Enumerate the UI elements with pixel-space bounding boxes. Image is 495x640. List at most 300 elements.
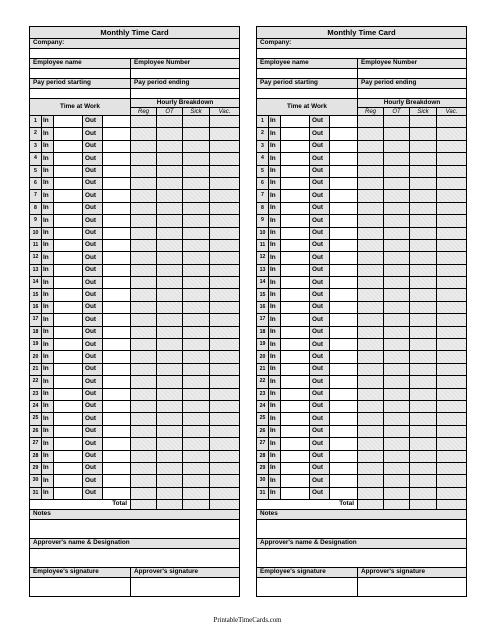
breakdown-cell[interactable] [210,450,240,462]
breakdown-cell[interactable] [410,140,437,152]
out-time-field[interactable] [330,388,358,400]
total-cell[interactable] [437,500,467,510]
breakdown-cell[interactable] [210,264,240,276]
out-time-field[interactable] [330,487,358,499]
out-time-field[interactable] [103,215,131,227]
breakdown-cell[interactable] [437,450,467,462]
breakdown-cell[interactable] [210,277,240,289]
breakdown-cell[interactable] [437,227,467,239]
breakdown-cell[interactable] [183,190,210,202]
in-time-field[interactable] [281,487,310,499]
out-time-field[interactable] [330,202,358,214]
breakdown-cell[interactable] [183,289,210,301]
out-time-field[interactable] [330,190,358,202]
breakdown-cell[interactable] [210,301,240,313]
breakdown-cell[interactable] [131,376,157,388]
breakdown-cell[interactable] [437,462,467,474]
in-time-field[interactable] [281,400,310,412]
in-time-field[interactable] [281,252,310,264]
breakdown-cell[interactable] [131,475,157,487]
breakdown-cell[interactable] [384,425,410,437]
breakdown-cell[interactable] [131,289,157,301]
breakdown-cell[interactable] [210,140,240,152]
breakdown-cell[interactable] [358,388,384,400]
breakdown-cell[interactable] [410,177,437,189]
out-time-field[interactable] [103,227,131,239]
out-time-field[interactable] [330,351,358,363]
breakdown-cell[interactable] [384,215,410,227]
breakdown-cell[interactable] [210,326,240,338]
out-time-field[interactable] [330,277,358,289]
in-time-field[interactable] [281,277,310,289]
breakdown-cell[interactable] [437,252,467,264]
breakdown-cell[interactable] [437,165,467,177]
in-time-field[interactable] [54,289,83,301]
in-time-field[interactable] [281,388,310,400]
breakdown-cell[interactable] [384,388,410,400]
breakdown-cell[interactable] [410,264,437,276]
breakdown-cell[interactable] [131,438,157,450]
breakdown-cell[interactable] [157,227,183,239]
breakdown-cell[interactable] [384,413,410,425]
breakdown-cell[interactable] [384,165,410,177]
out-time-field[interactable] [103,425,131,437]
in-time-field[interactable] [54,413,83,425]
out-time-field[interactable] [103,264,131,276]
breakdown-cell[interactable] [157,425,183,437]
breakdown-cell[interactable] [437,264,467,276]
out-time-field[interactable] [330,153,358,165]
breakdown-cell[interactable] [358,215,384,227]
out-time-field[interactable] [103,140,131,152]
breakdown-cell[interactable] [131,165,157,177]
breakdown-cell[interactable] [410,215,437,227]
breakdown-cell[interactable] [183,116,210,128]
pay-period-end-field[interactable] [131,89,240,99]
breakdown-cell[interactable] [358,289,384,301]
out-time-field[interactable] [330,252,358,264]
breakdown-cell[interactable] [410,227,437,239]
breakdown-cell[interactable] [131,487,157,499]
out-time-field[interactable] [103,177,131,189]
out-time-field[interactable] [103,438,131,450]
out-time-field[interactable] [330,363,358,375]
breakdown-cell[interactable] [183,301,210,313]
breakdown-cell[interactable] [437,339,467,351]
breakdown-cell[interactable] [157,388,183,400]
out-time-field[interactable] [103,363,131,375]
in-time-field[interactable] [281,289,310,301]
in-time-field[interactable] [281,215,310,227]
breakdown-cell[interactable] [437,376,467,388]
breakdown-cell[interactable] [358,202,384,214]
out-time-field[interactable] [330,128,358,140]
in-time-field[interactable] [54,153,83,165]
breakdown-cell[interactable] [131,363,157,375]
breakdown-cell[interactable] [437,277,467,289]
breakdown-cell[interactable] [384,153,410,165]
breakdown-cell[interactable] [157,165,183,177]
breakdown-cell[interactable] [131,462,157,474]
out-time-field[interactable] [330,326,358,338]
out-time-field[interactable] [103,450,131,462]
breakdown-cell[interactable] [358,487,384,499]
breakdown-cell[interactable] [131,326,157,338]
breakdown-cell[interactable] [131,264,157,276]
out-time-field[interactable] [330,450,358,462]
total-cell[interactable] [210,500,240,510]
breakdown-cell[interactable] [358,425,384,437]
breakdown-cell[interactable] [437,239,467,251]
breakdown-cell[interactable] [210,339,240,351]
breakdown-cell[interactable] [157,128,183,140]
pay-period-start-field[interactable] [257,89,358,99]
out-time-field[interactable] [103,314,131,326]
breakdown-cell[interactable] [183,413,210,425]
breakdown-cell[interactable] [410,153,437,165]
in-time-field[interactable] [281,438,310,450]
out-time-field[interactable] [103,239,131,251]
breakdown-cell[interactable] [410,388,437,400]
out-time-field[interactable] [330,438,358,450]
breakdown-cell[interactable] [358,264,384,276]
in-time-field[interactable] [54,239,83,251]
in-time-field[interactable] [281,326,310,338]
breakdown-cell[interactable] [131,301,157,313]
breakdown-cell[interactable] [437,301,467,313]
breakdown-cell[interactable] [410,351,437,363]
breakdown-cell[interactable] [210,388,240,400]
in-time-field[interactable] [281,116,310,128]
breakdown-cell[interactable] [131,450,157,462]
breakdown-cell[interactable] [410,252,437,264]
breakdown-cell[interactable] [183,487,210,499]
total-cell[interactable] [157,500,183,510]
breakdown-cell[interactable] [183,376,210,388]
out-time-field[interactable] [330,264,358,276]
breakdown-cell[interactable] [183,438,210,450]
in-time-field[interactable] [281,351,310,363]
breakdown-cell[interactable] [384,239,410,251]
breakdown-cell[interactable] [358,252,384,264]
breakdown-cell[interactable] [410,116,437,128]
in-time-field[interactable] [281,339,310,351]
breakdown-cell[interactable] [437,326,467,338]
breakdown-cell[interactable] [157,202,183,214]
breakdown-cell[interactable] [131,339,157,351]
breakdown-cell[interactable] [358,376,384,388]
breakdown-cell[interactable] [384,376,410,388]
breakdown-cell[interactable] [384,314,410,326]
breakdown-cell[interactable] [131,190,157,202]
out-time-field[interactable] [103,252,131,264]
out-time-field[interactable] [103,202,131,214]
breakdown-cell[interactable] [384,438,410,450]
breakdown-cell[interactable] [437,351,467,363]
breakdown-cell[interactable] [358,438,384,450]
breakdown-cell[interactable] [437,140,467,152]
breakdown-cell[interactable] [437,190,467,202]
breakdown-cell[interactable] [384,177,410,189]
breakdown-cell[interactable] [210,153,240,165]
breakdown-cell[interactable] [183,450,210,462]
breakdown-cell[interactable] [410,301,437,313]
breakdown-cell[interactable] [131,252,157,264]
out-time-field[interactable] [103,277,131,289]
in-time-field[interactable] [281,239,310,251]
breakdown-cell[interactable] [410,438,437,450]
breakdown-cell[interactable] [183,128,210,140]
breakdown-cell[interactable] [410,339,437,351]
in-time-field[interactable] [54,252,83,264]
out-time-field[interactable] [330,140,358,152]
breakdown-cell[interactable] [210,413,240,425]
in-time-field[interactable] [54,301,83,313]
in-time-field[interactable] [54,190,83,202]
breakdown-cell[interactable] [410,277,437,289]
breakdown-cell[interactable] [157,450,183,462]
in-time-field[interactable] [54,487,83,499]
breakdown-cell[interactable] [437,475,467,487]
in-time-field[interactable] [54,165,83,177]
out-time-field[interactable] [330,413,358,425]
in-time-field[interactable] [54,438,83,450]
out-time-field[interactable] [330,289,358,301]
in-time-field[interactable] [54,140,83,152]
breakdown-cell[interactable] [183,215,210,227]
out-time-field[interactable] [330,400,358,412]
out-time-field[interactable] [103,116,131,128]
breakdown-cell[interactable] [131,239,157,251]
breakdown-cell[interactable] [183,202,210,214]
breakdown-cell[interactable] [210,227,240,239]
breakdown-cell[interactable] [210,116,240,128]
breakdown-cell[interactable] [210,239,240,251]
breakdown-cell[interactable] [437,363,467,375]
out-time-field[interactable] [103,128,131,140]
breakdown-cell[interactable] [384,450,410,462]
breakdown-cell[interactable] [410,376,437,388]
breakdown-cell[interactable] [210,177,240,189]
out-time-field[interactable] [103,301,131,313]
breakdown-cell[interactable] [157,301,183,313]
breakdown-cell[interactable] [131,140,157,152]
in-time-field[interactable] [54,128,83,140]
breakdown-cell[interactable] [358,239,384,251]
breakdown-cell[interactable] [157,277,183,289]
breakdown-cell[interactable] [183,165,210,177]
total-cell[interactable] [183,500,210,510]
employee-signature-field[interactable] [257,578,358,597]
breakdown-cell[interactable] [210,363,240,375]
breakdown-cell[interactable] [157,140,183,152]
breakdown-cell[interactable] [384,339,410,351]
in-time-field[interactable] [54,314,83,326]
in-time-field[interactable] [54,116,83,128]
breakdown-cell[interactable] [358,277,384,289]
breakdown-cell[interactable] [384,190,410,202]
out-time-field[interactable] [103,289,131,301]
breakdown-cell[interactable] [157,153,183,165]
breakdown-cell[interactable] [358,363,384,375]
breakdown-cell[interactable] [210,314,240,326]
breakdown-cell[interactable] [210,190,240,202]
breakdown-cell[interactable] [437,425,467,437]
breakdown-cell[interactable] [358,475,384,487]
breakdown-cell[interactable] [410,165,437,177]
breakdown-cell[interactable] [410,289,437,301]
breakdown-cell[interactable] [437,116,467,128]
company-field[interactable] [30,49,240,59]
breakdown-cell[interactable] [358,128,384,140]
out-time-field[interactable] [103,165,131,177]
breakdown-cell[interactable] [410,475,437,487]
in-time-field[interactable] [281,363,310,375]
out-time-field[interactable] [103,351,131,363]
in-time-field[interactable] [281,314,310,326]
breakdown-cell[interactable] [157,376,183,388]
breakdown-cell[interactable] [384,264,410,276]
breakdown-cell[interactable] [157,177,183,189]
breakdown-cell[interactable] [437,177,467,189]
breakdown-cell[interactable] [384,301,410,313]
breakdown-cell[interactable] [210,376,240,388]
breakdown-cell[interactable] [210,215,240,227]
company-field[interactable] [257,49,467,59]
breakdown-cell[interactable] [157,475,183,487]
breakdown-cell[interactable] [183,326,210,338]
in-time-field[interactable] [281,165,310,177]
breakdown-cell[interactable] [437,413,467,425]
out-time-field[interactable] [330,215,358,227]
in-time-field[interactable] [281,177,310,189]
breakdown-cell[interactable] [437,388,467,400]
in-time-field[interactable] [54,475,83,487]
breakdown-cell[interactable] [384,128,410,140]
pay-period-end-field[interactable] [358,89,467,99]
breakdown-cell[interactable] [410,400,437,412]
breakdown-cell[interactable] [437,314,467,326]
breakdown-cell[interactable] [131,128,157,140]
in-time-field[interactable] [54,425,83,437]
breakdown-cell[interactable] [131,116,157,128]
breakdown-cell[interactable] [210,165,240,177]
breakdown-cell[interactable] [131,202,157,214]
breakdown-cell[interactable] [384,326,410,338]
breakdown-cell[interactable] [183,153,210,165]
breakdown-cell[interactable] [410,462,437,474]
in-time-field[interactable] [54,177,83,189]
breakdown-cell[interactable] [358,400,384,412]
employee-number-field[interactable] [131,69,240,79]
breakdown-cell[interactable] [384,252,410,264]
in-time-field[interactable] [281,425,310,437]
breakdown-cell[interactable] [358,165,384,177]
breakdown-cell[interactable] [183,252,210,264]
in-time-field[interactable] [54,202,83,214]
breakdown-cell[interactable] [131,153,157,165]
in-time-field[interactable] [281,227,310,239]
breakdown-cell[interactable] [183,314,210,326]
breakdown-cell[interactable] [358,339,384,351]
breakdown-cell[interactable] [157,215,183,227]
out-time-field[interactable] [330,177,358,189]
in-time-field[interactable] [281,376,310,388]
breakdown-cell[interactable] [210,475,240,487]
breakdown-cell[interactable] [358,413,384,425]
notes-field[interactable] [30,520,240,539]
breakdown-cell[interactable] [183,277,210,289]
out-time-field[interactable] [330,301,358,313]
breakdown-cell[interactable] [358,227,384,239]
breakdown-cell[interactable] [410,314,437,326]
out-time-field[interactable] [103,413,131,425]
out-time-field[interactable] [103,339,131,351]
breakdown-cell[interactable] [183,339,210,351]
breakdown-cell[interactable] [410,450,437,462]
breakdown-cell[interactable] [157,326,183,338]
breakdown-cell[interactable] [358,190,384,202]
in-time-field[interactable] [281,413,310,425]
total-cell[interactable] [358,500,384,510]
breakdown-cell[interactable] [131,351,157,363]
breakdown-cell[interactable] [358,326,384,338]
breakdown-cell[interactable] [384,487,410,499]
breakdown-cell[interactable] [210,462,240,474]
in-time-field[interactable] [54,450,83,462]
breakdown-cell[interactable] [131,215,157,227]
in-time-field[interactable] [54,339,83,351]
breakdown-cell[interactable] [183,140,210,152]
breakdown-cell[interactable] [210,425,240,437]
out-time-field[interactable] [330,314,358,326]
total-cell[interactable] [131,500,157,510]
breakdown-cell[interactable] [437,438,467,450]
breakdown-cell[interactable] [183,363,210,375]
out-time-field[interactable] [103,153,131,165]
employee-number-field[interactable] [358,69,467,79]
breakdown-cell[interactable] [437,153,467,165]
in-time-field[interactable] [54,227,83,239]
breakdown-cell[interactable] [384,277,410,289]
breakdown-cell[interactable] [210,289,240,301]
in-time-field[interactable] [281,153,310,165]
breakdown-cell[interactable] [131,227,157,239]
out-time-field[interactable] [330,339,358,351]
in-time-field[interactable] [54,400,83,412]
breakdown-cell[interactable] [210,252,240,264]
out-time-field[interactable] [103,462,131,474]
in-time-field[interactable] [54,388,83,400]
breakdown-cell[interactable] [157,190,183,202]
total-cell[interactable] [384,500,410,510]
in-time-field[interactable] [281,462,310,474]
out-time-field[interactable] [103,388,131,400]
breakdown-cell[interactable] [157,351,183,363]
breakdown-cell[interactable] [157,314,183,326]
breakdown-cell[interactable] [131,400,157,412]
breakdown-cell[interactable] [437,289,467,301]
in-time-field[interactable] [54,462,83,474]
in-time-field[interactable] [54,215,83,227]
breakdown-cell[interactable] [437,487,467,499]
out-time-field[interactable] [330,376,358,388]
out-time-field[interactable] [330,462,358,474]
breakdown-cell[interactable] [410,487,437,499]
breakdown-cell[interactable] [358,177,384,189]
breakdown-cell[interactable] [157,487,183,499]
breakdown-cell[interactable] [183,177,210,189]
